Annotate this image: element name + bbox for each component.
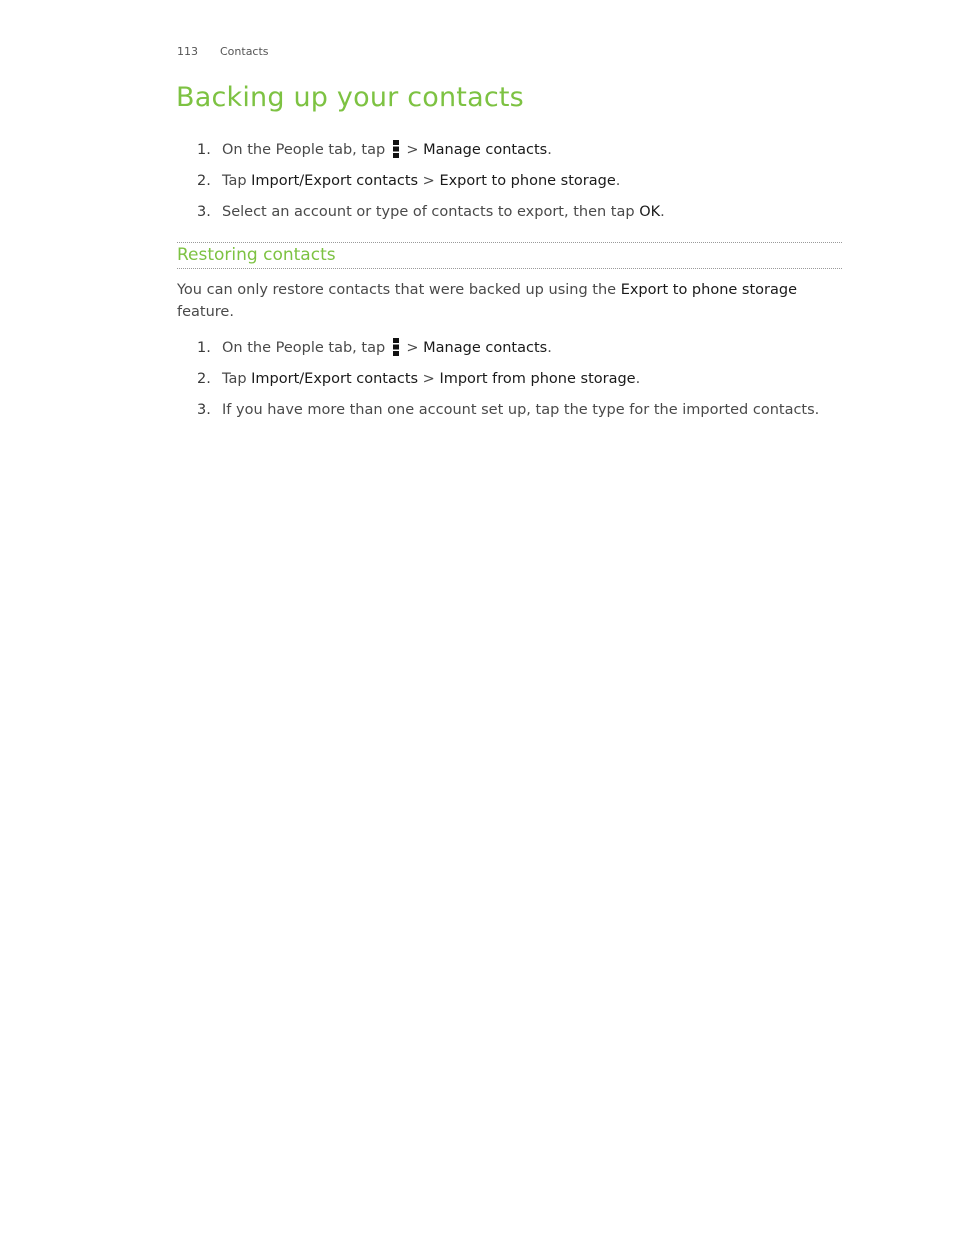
step-text-part: Tap [222, 371, 247, 387]
step-separator: > [406, 142, 419, 158]
list-item [177, 170, 842, 192]
ui-label-export-to-storage: Export to phone storage [439, 173, 616, 189]
page-title: Backing up your contacts [176, 82, 524, 113]
restore-steps-list [177, 337, 842, 430]
page-number: 113 [177, 45, 198, 58]
step-separator: > [422, 173, 435, 189]
step-punct: . [615, 173, 621, 189]
step-text-part: On the People tab, tap [222, 340, 386, 356]
step-separator: > [406, 340, 419, 356]
step-text [222, 139, 842, 161]
step-text [222, 170, 842, 192]
ui-label-manage-contacts: Manage contacts [423, 340, 548, 356]
more-vertical-icon [393, 140, 399, 158]
list-item [177, 399, 842, 421]
list-item [177, 201, 842, 223]
chapter-name: Contacts [220, 45, 269, 58]
step-number: 3. [197, 204, 211, 220]
intro-text-part: feature. [177, 304, 234, 320]
step-number: 3. [197, 402, 211, 418]
intro-text-part: You can only restore contacts that were backed up using the [177, 282, 617, 298]
restore-intro [177, 279, 842, 323]
step-punct: . [547, 340, 552, 356]
ui-label-manage-contacts: Manage contacts [423, 142, 548, 158]
ui-label-import-export: Import/Export contacts [251, 173, 419, 189]
step-punct: . [547, 142, 552, 158]
ui-label-import-export: Import/Export contacts [251, 371, 419, 387]
step-text-part: Select an account or type of contacts to export, then tap [222, 204, 635, 220]
step-number: 2. [197, 173, 211, 189]
step-text: If you have more than one account set up, tap the type for the imported contacts. [222, 402, 820, 418]
step-number: 2. [197, 371, 211, 387]
ui-label-ok: OK [639, 204, 661, 220]
ui-label-import-from-storage: Import from phone storage [439, 371, 636, 387]
list-item [177, 139, 842, 161]
step-text [222, 337, 842, 359]
more-vertical-icon [393, 338, 399, 356]
section-divider-top [177, 242, 842, 243]
backup-steps-list [177, 139, 842, 232]
step-text [222, 368, 842, 390]
section-divider-bottom [177, 268, 842, 269]
step-punct: . [635, 371, 641, 387]
step-text [222, 201, 842, 223]
list-item [177, 368, 842, 390]
section-title: Restoring contacts [177, 245, 336, 265]
step-separator: > [422, 371, 435, 387]
list-item [177, 337, 842, 359]
page-header [177, 45, 269, 58]
ui-label-export-to-storage: Export to phone storage [620, 282, 797, 298]
step-text-part: On the People tab, tap [222, 142, 386, 158]
step-text-part: Tap [222, 173, 247, 189]
step-number: 1. [197, 142, 211, 158]
step-punct: . [660, 204, 665, 220]
step-number: 1. [197, 340, 211, 356]
